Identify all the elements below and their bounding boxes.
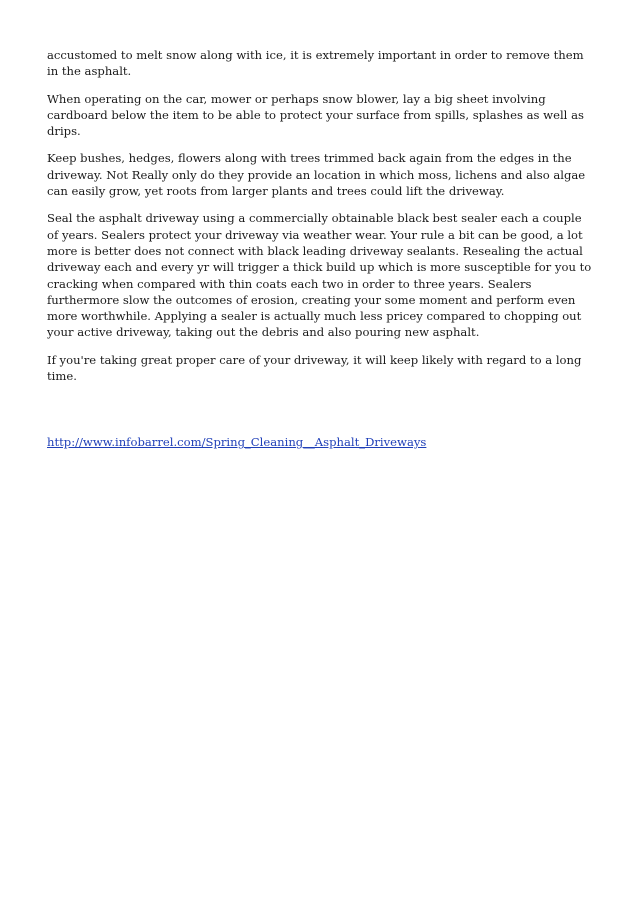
document-body xyxy=(47,47,592,451)
paragraph-sealer: Seal the asphalt driveway using a commercially obtainable black best sealer each a couple of years. Sealers protect your driveway via weather wear. Your rule a bit can be good, a lot more is better does not connect with black leading driveway sealants. Resealing the actual driveway each and every yr will trigger a thick build up which is more susceptible for you to cracking when compared with thin coats each two in order to three years. Sealers furthermore slow the outcomes of erosion, creating your some moment and perform even more worthwhile. Applying a sealer is actually much less pricey compared to chopping out your active driveway, taking out the debris and also pouring new asphalt. xyxy=(47,211,592,340)
paragraph-snow-ice: accustomed to melt snow along with ice, it is extremely important in order to remove them in the asphalt. xyxy=(47,48,584,79)
source-link-container xyxy=(47,434,592,450)
paragraph-proper-care: If you're taking great proper care of your driveway, it will keep likely with regard to a long time. xyxy=(47,352,582,384)
paragraph-trim-plants: Keep bushes, hedges, flowers along with trees trimmed back again from the edges in the driveway. Not Really only do they provide an location in which moss, lichens and also algae can easily grow, yet roots from larger plants and trees could lift the driveway. xyxy=(47,151,586,199)
paragraph-cardboard: When operating on the car, mower or perhaps snow blower, lay a big sheet involving cardboard below the item to be able to protect your surface from spills, splashes as well as drips. xyxy=(47,91,584,139)
source-link[interactable]: http://www.infobarrel.com/Spring_Cleaning__Asphalt_Driveways xyxy=(47,435,427,450)
